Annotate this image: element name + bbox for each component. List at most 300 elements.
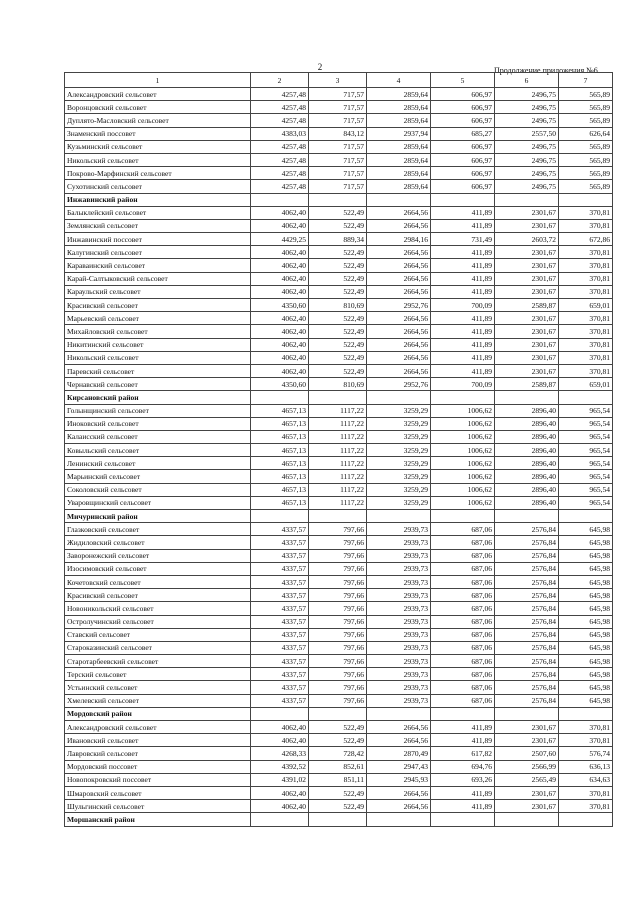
value-col-4: 2952,76 xyxy=(367,378,431,391)
value-col-6: 2896,40 xyxy=(495,404,559,417)
value-col-3: 522,49 xyxy=(309,272,367,285)
value-col-2: 4657,13 xyxy=(251,470,309,483)
value-col-3: 797,66 xyxy=(309,694,367,707)
value-col-7: 965,54 xyxy=(559,483,613,496)
empty-cell xyxy=(367,391,431,404)
value-col-3: 852,61 xyxy=(309,760,367,773)
value-col-6: 2301,67 xyxy=(495,734,559,747)
value-col-7: 636,13 xyxy=(559,760,613,773)
district-name: Моршанский район xyxy=(65,813,251,826)
value-col-6: 2301,67 xyxy=(495,338,559,351)
value-col-7: 965,54 xyxy=(559,444,613,457)
value-col-4: 2939,73 xyxy=(367,602,431,615)
settlement-name: Калаисский сельсовет xyxy=(65,430,251,443)
value-col-3: 797,66 xyxy=(309,562,367,575)
column-header: 3 xyxy=(309,73,367,88)
value-col-4: 2859,64 xyxy=(367,101,431,114)
value-col-3: 522,49 xyxy=(309,351,367,364)
table-row xyxy=(65,444,613,457)
value-col-7: 370,81 xyxy=(559,721,613,734)
value-col-6: 2557,50 xyxy=(495,127,559,140)
table-row xyxy=(65,246,613,259)
settlement-name: Карай-Салтыковский сельсовет xyxy=(65,272,251,285)
settlement-name: Мордовский поссовет xyxy=(65,760,251,773)
value-col-5: 687,06 xyxy=(431,602,495,615)
value-col-7: 370,81 xyxy=(559,338,613,351)
value-col-4: 3259,29 xyxy=(367,457,431,470)
column-header: 5 xyxy=(431,73,495,88)
table-row xyxy=(65,721,613,734)
empty-cell xyxy=(367,510,431,523)
value-col-5: 411,89 xyxy=(431,325,495,338)
settlement-name: Глазковский сельсовет xyxy=(65,523,251,536)
value-col-4: 2939,73 xyxy=(367,575,431,588)
value-col-4: 2859,64 xyxy=(367,114,431,127)
value-col-6: 2576,84 xyxy=(495,655,559,668)
table-row xyxy=(65,668,613,681)
value-col-5: 1006,62 xyxy=(431,457,495,470)
settlement-name: Шульгинский сельсовет xyxy=(65,800,251,813)
value-col-5: 606,97 xyxy=(431,167,495,180)
value-col-2: 4062,40 xyxy=(251,206,309,219)
value-col-6: 2576,84 xyxy=(495,562,559,575)
value-col-6: 2576,84 xyxy=(495,549,559,562)
settlement-name: Ленинский сельсовет xyxy=(65,457,251,470)
value-col-5: 411,89 xyxy=(431,734,495,747)
value-col-2: 4062,40 xyxy=(251,285,309,298)
empty-cell xyxy=(251,391,309,404)
empty-cell xyxy=(431,391,495,404)
settlement-name: Красивский сельсовет xyxy=(65,589,251,602)
empty-cell xyxy=(431,813,495,826)
table-row xyxy=(65,773,613,786)
value-col-7: 645,98 xyxy=(559,615,613,628)
district-row xyxy=(65,391,613,404)
value-col-7: 965,54 xyxy=(559,404,613,417)
empty-cell xyxy=(559,510,613,523)
table-row xyxy=(65,312,613,325)
value-col-2: 4657,13 xyxy=(251,496,309,509)
value-col-3: 1117,22 xyxy=(309,417,367,430)
table-row xyxy=(65,589,613,602)
value-col-4: 3259,29 xyxy=(367,444,431,457)
value-col-7: 370,81 xyxy=(559,800,613,813)
value-col-6: 2565,49 xyxy=(495,773,559,786)
value-col-5: 411,89 xyxy=(431,786,495,799)
table-row xyxy=(65,299,613,312)
value-col-7: 965,54 xyxy=(559,457,613,470)
table-row xyxy=(65,325,613,338)
table-row xyxy=(65,233,613,246)
value-col-3: 1117,22 xyxy=(309,430,367,443)
settlement-name: Калугинский сельсовет xyxy=(65,246,251,259)
value-col-3: 797,66 xyxy=(309,681,367,694)
value-col-3: 522,49 xyxy=(309,800,367,813)
value-col-4: 2939,73 xyxy=(367,655,431,668)
value-col-4: 2939,73 xyxy=(367,523,431,536)
value-col-7: 965,54 xyxy=(559,417,613,430)
value-col-4: 3259,29 xyxy=(367,404,431,417)
value-col-6: 2496,75 xyxy=(495,114,559,127)
value-col-5: 1006,62 xyxy=(431,444,495,457)
value-col-2: 4257,48 xyxy=(251,140,309,153)
value-col-3: 522,49 xyxy=(309,325,367,338)
table-row xyxy=(65,417,613,430)
value-col-3: 797,66 xyxy=(309,615,367,628)
value-col-4: 2664,56 xyxy=(367,219,431,232)
value-col-4: 2664,56 xyxy=(367,364,431,377)
value-col-3: 728,42 xyxy=(309,747,367,760)
value-col-6: 2576,84 xyxy=(495,589,559,602)
settlement-name: Никольский сельсовет xyxy=(65,153,251,166)
value-col-7: 645,98 xyxy=(559,523,613,536)
value-col-7: 645,98 xyxy=(559,589,613,602)
value-col-7: 965,54 xyxy=(559,430,613,443)
value-col-7: 565,89 xyxy=(559,114,613,127)
value-col-7: 645,98 xyxy=(559,681,613,694)
table-row xyxy=(65,470,613,483)
value-col-6: 2576,84 xyxy=(495,668,559,681)
value-col-3: 522,49 xyxy=(309,259,367,272)
settlement-name: Заворонежский сельсовет xyxy=(65,549,251,562)
value-col-7: 565,89 xyxy=(559,167,613,180)
empty-cell xyxy=(559,193,613,206)
empty-cell xyxy=(309,813,367,826)
value-col-2: 4257,48 xyxy=(251,88,309,101)
settlement-name: Караваинский сельсовет xyxy=(65,259,251,272)
value-col-4: 2937,94 xyxy=(367,127,431,140)
value-col-3: 810,69 xyxy=(309,378,367,391)
value-col-7: 370,81 xyxy=(559,219,613,232)
value-col-3: 797,66 xyxy=(309,523,367,536)
value-col-5: 411,89 xyxy=(431,338,495,351)
empty-cell xyxy=(309,510,367,523)
value-col-5: 1006,62 xyxy=(431,470,495,483)
value-col-7: 370,81 xyxy=(559,351,613,364)
empty-cell xyxy=(495,193,559,206)
value-col-6: 2589,87 xyxy=(495,378,559,391)
value-col-6: 2507,60 xyxy=(495,747,559,760)
value-col-3: 717,57 xyxy=(309,101,367,114)
value-col-4: 2947,43 xyxy=(367,760,431,773)
table-row xyxy=(65,760,613,773)
table-row xyxy=(65,457,613,470)
value-col-6: 2496,75 xyxy=(495,180,559,193)
value-col-7: 645,98 xyxy=(559,668,613,681)
table-row xyxy=(65,404,613,417)
value-col-3: 843,12 xyxy=(309,127,367,140)
settlement-name: Инжавинский поссовет xyxy=(65,233,251,246)
settlement-name: Остролучинский сельсовет xyxy=(65,615,251,628)
value-col-6: 2896,40 xyxy=(495,417,559,430)
value-col-7: 645,98 xyxy=(559,536,613,549)
value-col-3: 797,66 xyxy=(309,668,367,681)
empty-cell xyxy=(251,193,309,206)
value-col-3: 522,49 xyxy=(309,364,367,377)
value-col-7: 645,98 xyxy=(559,655,613,668)
table-row xyxy=(65,127,613,140)
settlement-name: Хмелевский сельсовет xyxy=(65,694,251,707)
value-col-5: 700,09 xyxy=(431,299,495,312)
value-col-2: 4257,48 xyxy=(251,153,309,166)
value-col-3: 522,49 xyxy=(309,734,367,747)
value-col-3: 717,57 xyxy=(309,167,367,180)
value-col-2: 4337,57 xyxy=(251,589,309,602)
continuation-label: Продолжение приложения №6 xyxy=(494,66,598,75)
value-col-2: 4062,40 xyxy=(251,721,309,734)
table-row xyxy=(65,523,613,536)
value-col-2: 4337,57 xyxy=(251,575,309,588)
settlement-name: Землянский сельсовет xyxy=(65,219,251,232)
value-col-7: 645,98 xyxy=(559,694,613,707)
value-col-3: 797,66 xyxy=(309,575,367,588)
value-col-4: 2870,49 xyxy=(367,747,431,760)
value-col-2: 4337,57 xyxy=(251,641,309,654)
value-col-7: 965,54 xyxy=(559,496,613,509)
value-col-6: 2576,84 xyxy=(495,523,559,536)
value-col-5: 606,97 xyxy=(431,180,495,193)
value-col-5: 687,06 xyxy=(431,536,495,549)
value-col-7: 370,81 xyxy=(559,312,613,325)
value-col-7: 576,74 xyxy=(559,747,613,760)
value-col-3: 797,66 xyxy=(309,655,367,668)
column-header: 6 xyxy=(495,73,559,88)
settlement-name: Дуплято-Масловский сельсовет xyxy=(65,114,251,127)
value-col-5: 411,89 xyxy=(431,351,495,364)
value-col-5: 687,06 xyxy=(431,523,495,536)
value-col-4: 3259,29 xyxy=(367,430,431,443)
value-col-2: 4337,57 xyxy=(251,549,309,562)
value-col-5: 617,82 xyxy=(431,747,495,760)
value-col-6: 2496,75 xyxy=(495,167,559,180)
value-col-3: 522,49 xyxy=(309,206,367,219)
value-col-6: 2896,40 xyxy=(495,470,559,483)
value-col-7: 659,01 xyxy=(559,299,613,312)
value-col-6: 2301,67 xyxy=(495,246,559,259)
value-col-2: 4337,57 xyxy=(251,523,309,536)
settlement-name: Уваровщинский сельсовет xyxy=(65,496,251,509)
value-col-4: 2664,56 xyxy=(367,338,431,351)
value-col-4: 2664,56 xyxy=(367,721,431,734)
value-col-4: 2939,73 xyxy=(367,562,431,575)
value-col-5: 606,97 xyxy=(431,153,495,166)
value-col-5: 411,89 xyxy=(431,285,495,298)
settlement-name: Балыклейский сельсовет xyxy=(65,206,251,219)
table-row xyxy=(65,681,613,694)
value-col-5: 731,49 xyxy=(431,233,495,246)
value-col-6: 2301,67 xyxy=(495,259,559,272)
value-col-3: 1117,22 xyxy=(309,496,367,509)
value-col-5: 411,89 xyxy=(431,364,495,377)
district-row xyxy=(65,813,613,826)
settlement-name: Шмаровский сельсовет xyxy=(65,786,251,799)
value-col-6: 2301,67 xyxy=(495,786,559,799)
value-col-4: 2664,56 xyxy=(367,786,431,799)
value-col-4: 2664,56 xyxy=(367,285,431,298)
value-col-4: 3259,29 xyxy=(367,483,431,496)
table-row xyxy=(65,364,613,377)
table-row xyxy=(65,272,613,285)
value-col-2: 4062,40 xyxy=(251,364,309,377)
value-col-2: 4062,40 xyxy=(251,325,309,338)
value-col-6: 2301,67 xyxy=(495,351,559,364)
value-col-3: 717,57 xyxy=(309,88,367,101)
empty-cell xyxy=(309,193,367,206)
value-col-2: 4257,48 xyxy=(251,114,309,127)
settlement-name: Иноковский сельсовет xyxy=(65,417,251,430)
table-row xyxy=(65,602,613,615)
table-row xyxy=(65,641,613,654)
value-col-7: 565,89 xyxy=(559,140,613,153)
value-col-3: 889,34 xyxy=(309,233,367,246)
settlement-name: Александровский сельсовет xyxy=(65,88,251,101)
settlement-name: Михайловский сельсовет xyxy=(65,325,251,338)
table-row xyxy=(65,140,613,153)
value-col-3: 1117,22 xyxy=(309,483,367,496)
table-row xyxy=(65,180,613,193)
table-row xyxy=(65,285,613,298)
value-col-4: 2939,73 xyxy=(367,615,431,628)
value-col-7: 565,89 xyxy=(559,180,613,193)
value-col-2: 4657,13 xyxy=(251,404,309,417)
value-col-2: 4657,13 xyxy=(251,457,309,470)
settlement-name: Покрово-Марфинский сельсовет xyxy=(65,167,251,180)
value-col-6: 2576,84 xyxy=(495,602,559,615)
value-col-7: 370,81 xyxy=(559,285,613,298)
table-row xyxy=(65,378,613,391)
value-col-2: 4268,33 xyxy=(251,747,309,760)
settlement-name: Староказинский сельсовет xyxy=(65,641,251,654)
empty-cell xyxy=(309,391,367,404)
empty-cell xyxy=(251,813,309,826)
empty-cell xyxy=(495,707,559,720)
column-header: 7 xyxy=(559,73,613,88)
settlement-name: Голынщинский сельсовет xyxy=(65,404,251,417)
table-row xyxy=(65,219,613,232)
table-row xyxy=(65,167,613,180)
empty-cell xyxy=(251,510,309,523)
value-col-7: 565,89 xyxy=(559,153,613,166)
value-col-4: 2939,73 xyxy=(367,641,431,654)
settlement-name: Паревский сельсовет xyxy=(65,364,251,377)
value-col-7: 645,98 xyxy=(559,562,613,575)
value-col-2: 4062,40 xyxy=(251,272,309,285)
table-row xyxy=(65,114,613,127)
value-col-5: 1006,62 xyxy=(431,404,495,417)
value-col-2: 4337,57 xyxy=(251,562,309,575)
value-col-7: 645,98 xyxy=(559,549,613,562)
settlement-name: Александровский сельсовет xyxy=(65,721,251,734)
value-col-6: 2301,67 xyxy=(495,312,559,325)
settlement-name: Соколовский сельсовет xyxy=(65,483,251,496)
table-row xyxy=(65,153,613,166)
value-col-6: 2301,67 xyxy=(495,272,559,285)
value-col-6: 2576,84 xyxy=(495,694,559,707)
value-col-5: 687,06 xyxy=(431,694,495,707)
value-col-2: 4062,40 xyxy=(251,786,309,799)
value-col-5: 694,76 xyxy=(431,760,495,773)
table-body xyxy=(65,73,613,827)
value-col-3: 1117,22 xyxy=(309,470,367,483)
value-col-5: 685,27 xyxy=(431,127,495,140)
value-col-2: 4337,57 xyxy=(251,681,309,694)
district-row xyxy=(65,707,613,720)
settlement-name: Новоникольский сельсовет xyxy=(65,602,251,615)
value-col-6: 2896,40 xyxy=(495,444,559,457)
value-col-7: 370,81 xyxy=(559,734,613,747)
value-col-5: 606,97 xyxy=(431,88,495,101)
value-col-4: 3259,29 xyxy=(367,470,431,483)
settlement-name: Ставский сельсовет xyxy=(65,628,251,641)
value-col-5: 411,89 xyxy=(431,246,495,259)
value-col-2: 4337,57 xyxy=(251,628,309,641)
value-col-3: 522,49 xyxy=(309,312,367,325)
value-col-3: 797,66 xyxy=(309,536,367,549)
value-col-7: 965,54 xyxy=(559,470,613,483)
value-col-2: 4062,40 xyxy=(251,338,309,351)
value-col-2: 4062,40 xyxy=(251,734,309,747)
value-col-7: 370,81 xyxy=(559,272,613,285)
value-col-5: 687,06 xyxy=(431,681,495,694)
settlement-name: Старотарбеевский сельсовет xyxy=(65,655,251,668)
value-col-4: 2939,73 xyxy=(367,628,431,641)
value-col-5: 687,06 xyxy=(431,641,495,654)
value-col-2: 4257,48 xyxy=(251,180,309,193)
value-col-2: 4062,40 xyxy=(251,351,309,364)
value-col-2: 4257,48 xyxy=(251,167,309,180)
settlement-name: Ивановский сельсовет xyxy=(65,734,251,747)
empty-cell xyxy=(495,813,559,826)
table-row xyxy=(65,575,613,588)
value-col-7: 370,81 xyxy=(559,786,613,799)
value-col-5: 411,89 xyxy=(431,272,495,285)
value-col-7: 370,81 xyxy=(559,364,613,377)
value-col-6: 2496,75 xyxy=(495,140,559,153)
table-row xyxy=(65,496,613,509)
value-col-5: 687,06 xyxy=(431,628,495,641)
settlement-name: Никитинский сельсовет xyxy=(65,338,251,351)
value-col-4: 2984,16 xyxy=(367,233,431,246)
value-col-6: 2896,40 xyxy=(495,457,559,470)
table-row xyxy=(65,338,613,351)
district-row xyxy=(65,510,613,523)
value-col-4: 2939,73 xyxy=(367,668,431,681)
empty-cell xyxy=(431,510,495,523)
value-col-4: 2664,56 xyxy=(367,272,431,285)
column-number-row xyxy=(65,73,613,88)
value-col-2: 4392,52 xyxy=(251,760,309,773)
value-col-6: 2896,40 xyxy=(495,430,559,443)
table-row xyxy=(65,734,613,747)
value-col-5: 687,06 xyxy=(431,562,495,575)
settlement-name: Кочетовский сельсовет xyxy=(65,575,251,588)
value-col-7: 634,63 xyxy=(559,773,613,786)
value-col-3: 1117,22 xyxy=(309,444,367,457)
table-row xyxy=(65,483,613,496)
value-col-7: 565,89 xyxy=(559,88,613,101)
value-col-7: 370,81 xyxy=(559,206,613,219)
value-col-5: 1006,62 xyxy=(431,417,495,430)
value-col-3: 717,57 xyxy=(309,114,367,127)
settlement-name: Чернавский сельсовет xyxy=(65,378,251,391)
value-col-2: 4337,57 xyxy=(251,615,309,628)
settlement-name: Устьинский сельсовет xyxy=(65,681,251,694)
value-col-4: 2859,64 xyxy=(367,167,431,180)
value-col-4: 2664,56 xyxy=(367,351,431,364)
value-col-6: 2576,84 xyxy=(495,628,559,641)
table-row xyxy=(65,615,613,628)
value-col-3: 1117,22 xyxy=(309,457,367,470)
